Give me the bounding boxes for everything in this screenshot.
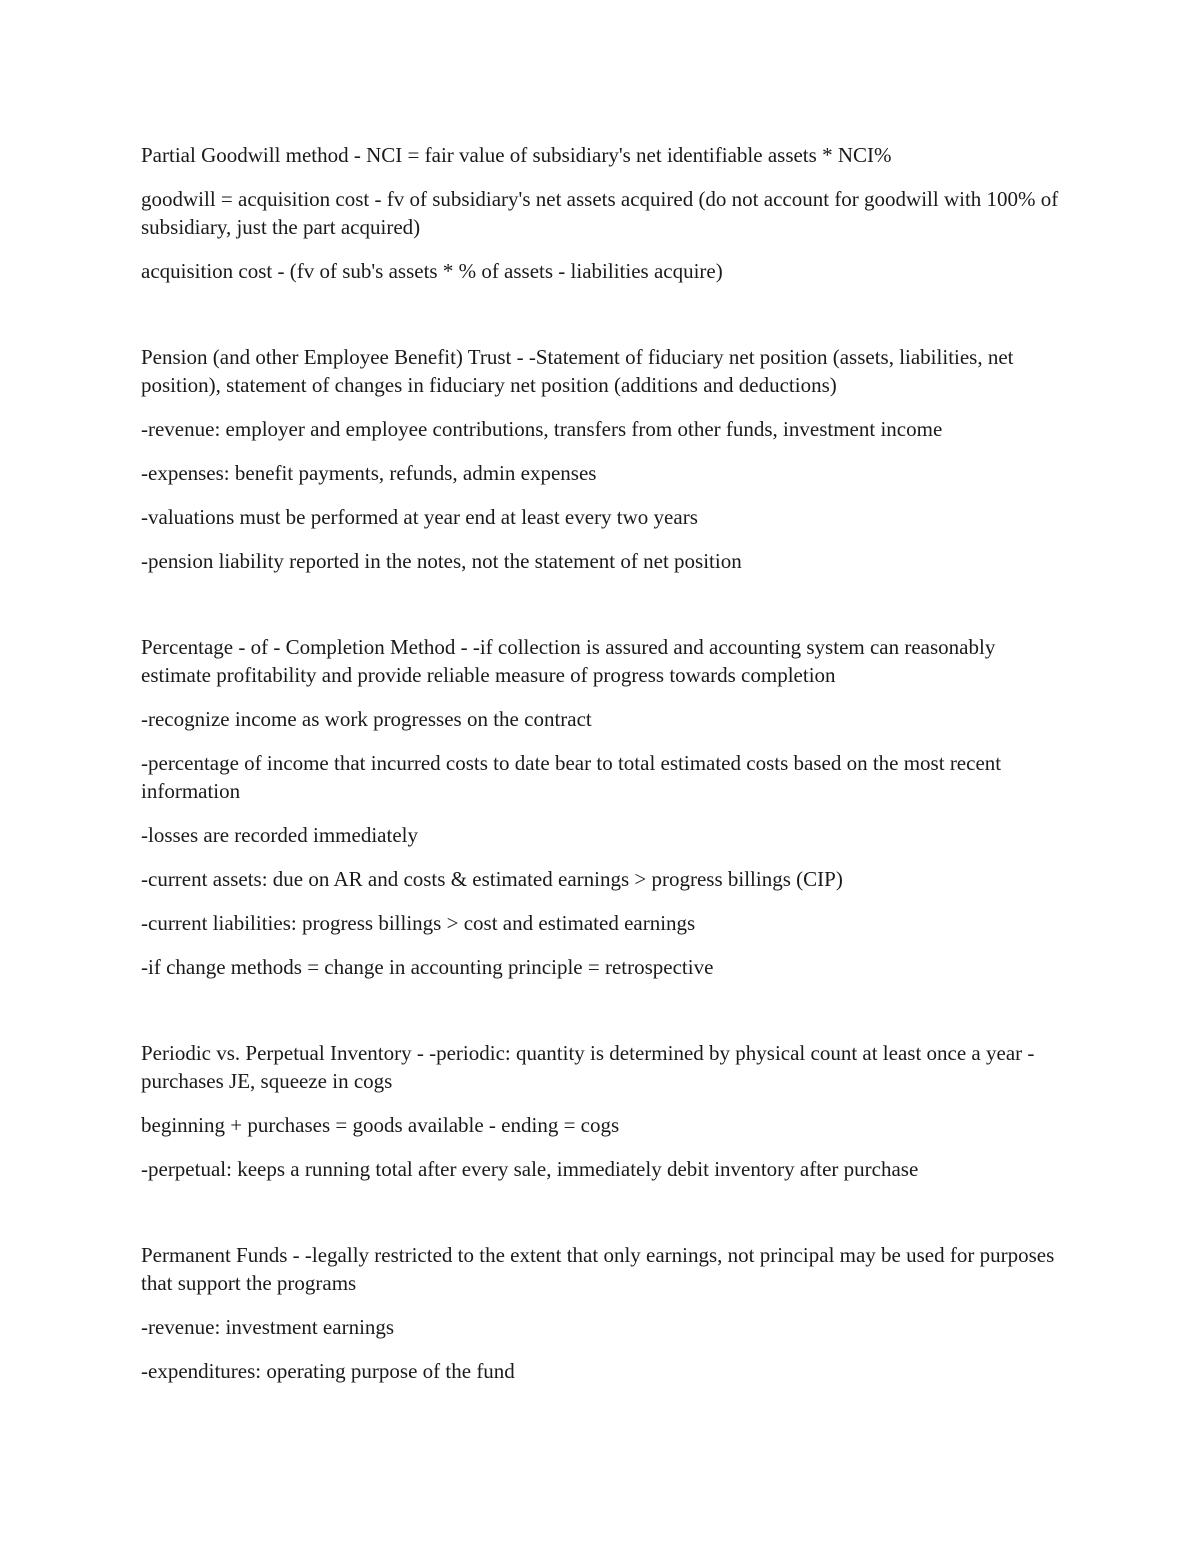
paragraph: Periodic vs. Perpetual Inventory - -periodic: quantity is determined by physical count at least once a year - purchases JE, squeeze in cogs — [141, 1041, 1035, 1093]
paragraph: -revenue: investment earnings — [141, 1315, 395, 1339]
paragraph: -valuations must be performed at year end at least every two years — [141, 505, 698, 529]
paragraph: -percentage of income that incurred costs to date bear to total estimated costs based on the most recent information — [141, 751, 1002, 803]
section-permanent-funds — [141, 1241, 1066, 1385]
paragraph: -perpetual: keeps a running total after every sale, immediately debit inventory after purchase — [141, 1157, 919, 1181]
section-periodic-vs-perpetual — [141, 1039, 1066, 1183]
paragraph: -recognize income as work progresses on the contract — [141, 707, 592, 731]
paragraph: -revenue: employer and employee contributions, transfers from other funds, investment income — [141, 417, 943, 441]
section-percentage-of-completion — [141, 633, 1066, 981]
paragraph: Percentage - of - Completion Method - -if collection is assured and accounting system can reasonably estimate profitability and provide reliable measure of progress towards completion — [141, 635, 996, 687]
paragraph: Permanent Funds - -legally restricted to the extent that only earnings, not principal may be used for purposes that support the programs — [141, 1243, 1055, 1295]
document-body — [141, 141, 1066, 1443]
paragraph: Pension (and other Employee Benefit) Trust - -Statement of fiduciary net position (assets, liabilities, net position), statement of changes in fiduciary net position (additions and deductions) — [141, 345, 1014, 397]
paragraph: Partial Goodwill method - NCI = fair value of subsidiary's net identifiable assets * NCI% — [141, 143, 892, 167]
paragraph: -expenses: benefit payments, refunds, admin expenses — [141, 461, 597, 485]
paragraph: -current assets: due on AR and costs & estimated earnings > progress billings (CIP) — [141, 867, 843, 891]
paragraph: -pension liability reported in the notes, not the statement of net position — [141, 549, 742, 573]
section-pension-trust — [141, 343, 1066, 575]
paragraph: acquisition cost - (fv of sub's assets * % of assets - liabilities acquire) — [141, 259, 723, 283]
paragraph: beginning + purchases = goods available - ending = cogs — [141, 1113, 620, 1137]
section-partial-goodwill — [141, 141, 1066, 285]
paragraph: -current liabilities: progress billings > cost and estimated earnings — [141, 911, 696, 935]
paragraph: -losses are recorded immediately — [141, 823, 418, 847]
paragraph: -expenditures: operating purpose of the fund — [141, 1359, 515, 1383]
paragraph: goodwill = acquisition cost - fv of subsidiary's net assets acquired (do not account for goodwill with 100% of subsidiary, just the part acquired) — [141, 187, 1059, 239]
paragraph: -if change methods = change in accounting principle = retrospective — [141, 955, 714, 979]
